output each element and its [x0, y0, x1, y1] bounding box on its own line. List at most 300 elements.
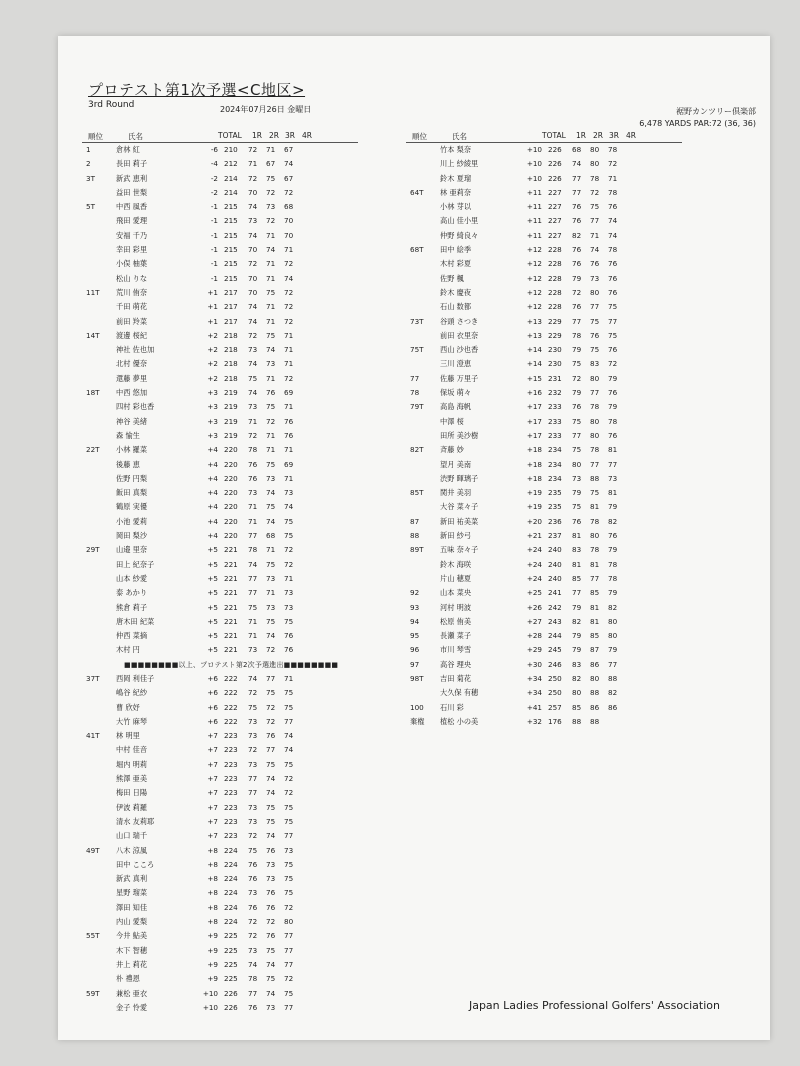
round3-cell: 76 — [608, 345, 618, 355]
round2-cell: 85 — [590, 631, 600, 641]
table-row — [82, 443, 358, 457]
table-row — [82, 715, 358, 729]
round1-cell: 73 — [248, 645, 258, 655]
round3-cell: 72 — [284, 287, 294, 297]
round1-cell: 77 — [572, 588, 582, 598]
round1-cell: 74 — [248, 316, 258, 326]
table-row — [82, 186, 358, 200]
round1-cell: 78 — [248, 545, 258, 555]
round3-cell: 76 — [284, 416, 294, 426]
rank-cell: 64T — [410, 187, 424, 197]
table-row — [406, 500, 682, 514]
round1-cell: 75 — [248, 845, 258, 855]
round2-cell: 73 — [266, 1002, 276, 1012]
player-name-cell: 植松 小の美 — [440, 716, 479, 726]
to-par-cell: +5 — [207, 616, 218, 626]
round1-cell: 81 — [572, 531, 582, 541]
player-name-cell: 保坂 萌々 — [440, 388, 472, 398]
table-row — [406, 615, 682, 629]
player-name-cell: 八木 涼風 — [116, 845, 148, 855]
rank-cell: 85T — [410, 488, 424, 498]
round1-cell: 72 — [248, 145, 258, 154]
round3-cell: 72 — [284, 373, 294, 383]
player-name-cell: 田上 紀奈子 — [116, 559, 155, 569]
round3-cell: 72 — [284, 788, 294, 798]
round1-cell: 73 — [248, 345, 258, 355]
total-cell: 212 — [224, 159, 238, 169]
round1-cell: 78 — [248, 445, 258, 455]
round2-cell: 73 — [266, 359, 276, 369]
player-name-cell: 関井 美羽 — [440, 488, 472, 498]
player-name-cell: 千田 萌花 — [116, 302, 148, 312]
player-name-cell: 三川 澄恵 — [440, 359, 472, 369]
total-cell: 224 — [224, 859, 238, 869]
table-row — [406, 701, 682, 715]
round2-cell: 75 — [590, 316, 600, 326]
player-name-cell: 川上 紗綾里 — [440, 159, 479, 169]
round3-cell: 69 — [284, 388, 294, 398]
table-row — [82, 472, 358, 486]
total-cell: 226 — [548, 159, 562, 169]
to-par-cell: +5 — [207, 588, 218, 598]
round1-cell: 70 — [248, 245, 258, 255]
table-row — [82, 157, 358, 171]
total-cell: 226 — [548, 145, 562, 154]
round3-cell: 78 — [608, 573, 618, 583]
to-par-cell: +5 — [207, 559, 218, 569]
player-name-cell: 渋野 暉璃子 — [440, 473, 479, 483]
player-name-cell: 熊倉 莉子 — [116, 602, 148, 612]
player-name-cell: 飛田 愛理 — [116, 216, 148, 226]
table-row — [82, 400, 358, 414]
round3-cell: 76 — [284, 645, 294, 655]
round1-cell: 77 — [248, 573, 258, 583]
total-cell: 220 — [224, 502, 238, 512]
round2-cell: 72 — [266, 702, 276, 712]
to-par-cell: +8 — [207, 845, 218, 855]
total-cell: 225 — [224, 945, 238, 955]
rank-cell: 68T — [410, 245, 424, 255]
page-title: プロテスト第1次予選<C地区> — [88, 81, 306, 99]
table-row — [406, 372, 682, 386]
round1-cell: 85 — [572, 702, 582, 712]
to-par-cell: +9 — [207, 959, 218, 969]
rank-cell: 78 — [410, 388, 420, 398]
to-par-cell: +1 — [207, 287, 218, 297]
round1-cell: 77 — [572, 187, 582, 197]
to-par-cell: +7 — [207, 745, 218, 755]
player-name-cell: 清水 友莉耶 — [116, 816, 155, 826]
organization-footer: Japan Ladies Professional Golfers' Association — [468, 999, 720, 1012]
table-row — [82, 486, 358, 500]
round3-cell: 79 — [608, 502, 618, 512]
player-name-cell: 木村 彩夏 — [440, 259, 472, 269]
player-name-cell: 益田 世梨 — [116, 187, 148, 197]
round1-cell: 71 — [248, 616, 258, 626]
table-row — [406, 200, 682, 214]
table-row — [406, 300, 682, 314]
player-name-cell: 竹本 梨奈 — [440, 145, 472, 154]
round2-cell: 75 — [266, 330, 276, 340]
table-row — [406, 343, 682, 357]
round2-cell: 73 — [266, 573, 276, 583]
player-name-cell: 金子 怜愛 — [116, 1002, 148, 1012]
round3-cell: 77 — [284, 945, 294, 955]
table-row — [406, 257, 682, 271]
to-par-cell: +18 — [526, 459, 542, 469]
player-name-cell: 曹 欣妤 — [116, 702, 140, 712]
round2-cell: 75 — [266, 759, 276, 769]
table-row — [82, 572, 358, 586]
total-cell: 226 — [548, 173, 562, 183]
to-par-cell: +6 — [207, 673, 218, 683]
player-name-cell: 吉田 菊花 — [440, 673, 472, 683]
to-par-cell: +2 — [207, 359, 218, 369]
round2-cell: 72 — [266, 187, 276, 197]
total-cell: 224 — [224, 845, 238, 855]
player-name-cell: 倉林 紅 — [116, 145, 140, 154]
total-cell: 228 — [548, 302, 562, 312]
to-par-cell: +4 — [207, 445, 218, 455]
player-name-cell: 井上 莉花 — [116, 959, 148, 969]
round2-cell: 75 — [266, 816, 276, 826]
rank-cell: 18T — [86, 388, 100, 398]
round3-cell: 75 — [608, 302, 618, 312]
to-par-cell: +8 — [207, 888, 218, 898]
to-par-cell: -1 — [210, 230, 218, 240]
player-name-cell: 四村 彩也香 — [116, 402, 155, 412]
rank-cell: 3T — [86, 173, 95, 183]
to-par-cell: +17 — [526, 416, 542, 426]
round3-cell: 71 — [608, 173, 618, 183]
round2-cell: 73 — [266, 202, 276, 212]
player-name-cell: 高山 佳小里 — [440, 216, 479, 226]
player-name-cell: 後藤 恵 — [116, 459, 140, 469]
to-par-cell: +11 — [526, 216, 542, 226]
total-cell: 237 — [548, 531, 562, 541]
table-row — [82, 300, 358, 314]
round1-cell: 73 — [248, 216, 258, 226]
total-cell: 232 — [548, 388, 562, 398]
round2-cell: 74 — [266, 831, 276, 841]
table-row — [406, 458, 682, 472]
total-cell: 235 — [548, 488, 562, 498]
total-cell: 210 — [224, 145, 238, 154]
round3-cell: 74 — [284, 731, 294, 741]
total-cell: 224 — [224, 888, 238, 898]
round3-cell: 72 — [284, 974, 294, 984]
player-name-cell: 高谷 理央 — [440, 659, 472, 669]
round3-cell: 78 — [608, 245, 618, 255]
round2-cell: 72 — [266, 216, 276, 226]
to-par-cell: +14 — [526, 345, 542, 355]
to-par-cell: +5 — [207, 602, 218, 612]
round2-cell: 78 — [590, 402, 600, 412]
table-row — [82, 844, 358, 858]
player-name-cell: 森 愉生 — [116, 430, 140, 440]
round2-cell: 81 — [590, 616, 600, 626]
to-par-cell: +9 — [207, 931, 218, 941]
round2-cell: 74 — [590, 245, 600, 255]
round1-cell: 82 — [572, 673, 582, 683]
club-name: 裾野カンツリー倶楽部 — [676, 107, 756, 116]
to-par-cell: +2 — [207, 330, 218, 340]
to-par-cell: +7 — [207, 802, 218, 812]
round2-cell: 71 — [266, 302, 276, 312]
player-name-cell: 仲西 菜摘 — [116, 631, 148, 641]
total-cell: 220 — [224, 473, 238, 483]
total-cell: 215 — [224, 273, 238, 283]
round3-cell: 77 — [284, 931, 294, 941]
table-row — [82, 543, 358, 557]
round2-cell: 74 — [266, 488, 276, 498]
player-name-cell: 新田 祐美菜 — [440, 516, 479, 526]
table-row — [82, 500, 358, 514]
table-row — [406, 472, 682, 486]
round2-cell: 73 — [266, 602, 276, 612]
round2-cell: 88 — [590, 716, 600, 726]
table-row — [406, 143, 682, 157]
round2-cell: 74 — [266, 774, 276, 784]
player-name-cell: 木下 智穂 — [116, 945, 148, 955]
round3-cell: 77 — [608, 459, 618, 469]
table-row — [82, 586, 358, 600]
round2-cell: 74 — [266, 631, 276, 641]
round2-cell: 76 — [266, 731, 276, 741]
round2-cell: 71 — [266, 273, 276, 283]
table-row — [82, 315, 358, 329]
round2-cell: 75 — [266, 559, 276, 569]
round2-cell: 72 — [266, 716, 276, 726]
player-name-cell: 小池 愛莉 — [116, 516, 148, 526]
to-par-cell: +2 — [207, 373, 218, 383]
round2-cell: 80 — [590, 673, 600, 683]
player-name-cell: 幸田 彩里 — [116, 245, 148, 255]
round3-cell: 76 — [608, 531, 618, 541]
rank-cell: 79T — [410, 402, 424, 412]
table-row — [82, 272, 358, 286]
round2-cell: 71 — [590, 230, 600, 240]
round3-cell: 75 — [284, 702, 294, 712]
round1-cell: 71 — [248, 631, 258, 641]
table-row — [406, 386, 682, 400]
round1-cell: 79 — [572, 645, 582, 655]
round2-cell: 72 — [266, 917, 276, 927]
table-row — [82, 729, 358, 743]
round1-cell: 68 — [572, 145, 582, 154]
player-name-cell: 大竹 麻琴 — [116, 716, 148, 726]
table-row — [82, 343, 358, 357]
table-row — [82, 172, 358, 186]
to-par-cell: -4 — [210, 159, 218, 169]
table-row — [82, 672, 358, 686]
rank-cell: 49T — [86, 845, 100, 855]
to-par-cell: +12 — [526, 287, 542, 297]
table-row — [82, 944, 358, 958]
to-par-cell: +11 — [526, 187, 542, 197]
total-cell: 215 — [224, 230, 238, 240]
round3-cell: 72 — [284, 902, 294, 912]
round1-cell: 75 — [248, 373, 258, 383]
round3-cell: 71 — [284, 245, 294, 255]
to-par-cell: +1 — [207, 302, 218, 312]
round3-cell: 76 — [608, 287, 618, 297]
round-label: 3rd Round — [88, 100, 135, 110]
total-cell: 221 — [224, 645, 238, 655]
round1-cell: 79 — [572, 488, 582, 498]
round1-cell: 80 — [572, 688, 582, 698]
round2-cell: 80 — [590, 373, 600, 383]
round3-cell: 75 — [284, 531, 294, 541]
player-name-cell: 唐木田 紀菜 — [116, 616, 155, 626]
rank-cell: 82T — [410, 445, 424, 455]
round1-cell: 70 — [248, 273, 258, 283]
round2-cell: 76 — [266, 845, 276, 855]
round1-cell: 71 — [248, 159, 258, 169]
player-name-cell: 大久保 有穂 — [440, 688, 479, 698]
total-cell: 257 — [548, 702, 562, 712]
player-name-cell: 嶋谷 紀紗 — [116, 688, 148, 698]
table-row — [82, 386, 358, 400]
round1-cell: 74 — [248, 230, 258, 240]
round1-cell: 88 — [572, 716, 582, 726]
round3-cell: 75 — [284, 816, 294, 826]
round1-cell: 74 — [248, 559, 258, 569]
to-par-cell: +29 — [526, 645, 542, 655]
rank-cell: 89T — [410, 545, 424, 555]
table-row — [406, 429, 682, 443]
round1-cell: 72 — [572, 287, 582, 297]
to-par-cell: -1 — [210, 216, 218, 226]
to-par-cell: +34 — [526, 688, 542, 698]
table-row — [406, 572, 682, 586]
round1-cell: 79 — [572, 273, 582, 283]
round2-cell: 75 — [266, 974, 276, 984]
total-cell: 228 — [548, 273, 562, 283]
rank-cell: 98T — [410, 673, 424, 683]
table-row — [406, 443, 682, 457]
round3-cell: 72 — [608, 359, 618, 369]
table-row — [406, 272, 682, 286]
round2-cell: 71 — [266, 430, 276, 440]
round3-cell: 77 — [284, 1002, 294, 1012]
to-par-cell: +12 — [526, 245, 542, 255]
table-row — [406, 415, 682, 429]
round1-cell: 76 — [572, 216, 582, 226]
round1-cell: 75 — [572, 416, 582, 426]
to-par-cell: +15 — [526, 373, 542, 383]
round2-cell: 72 — [266, 416, 276, 426]
round1-cell: 71 — [248, 502, 258, 512]
player-name-cell: 今井 鮎美 — [116, 931, 148, 941]
rank-cell: 75T — [410, 345, 424, 355]
total-cell: 250 — [548, 688, 562, 698]
rank-cell: 95 — [410, 631, 420, 641]
player-name-cell: 鈴木 慶夜 — [440, 287, 472, 297]
player-name-cell: 斉藤 妙 — [440, 445, 464, 455]
total-cell: 224 — [224, 874, 238, 884]
round1-cell: 73 — [572, 473, 582, 483]
round3-cell: 75 — [284, 874, 294, 884]
round2-cell: 75 — [590, 488, 600, 498]
round2-cell: 74 — [266, 345, 276, 355]
header-pos: 順位 — [88, 132, 103, 141]
player-name-cell: 山邉 里奈 — [116, 545, 148, 555]
total-cell: 228 — [548, 259, 562, 269]
total-cell: 218 — [224, 359, 238, 369]
header-r3: 3R — [609, 131, 619, 140]
header-r1: 1R — [576, 131, 586, 140]
round3-cell: 72 — [284, 302, 294, 312]
table-row — [82, 357, 358, 371]
to-par-cell: +7 — [207, 816, 218, 826]
round2-cell: 71 — [266, 145, 276, 154]
round2-cell: 71 — [266, 545, 276, 555]
total-cell: 244 — [548, 631, 562, 641]
round2-cell: 77 — [590, 459, 600, 469]
round3-cell: 74 — [608, 230, 618, 240]
rank-cell: 100 — [410, 702, 424, 712]
player-name-cell: 神谷 美緒 — [116, 416, 148, 426]
round3-cell: 82 — [608, 688, 618, 698]
round2-cell: 74 — [266, 788, 276, 798]
round1-cell: 76 — [248, 902, 258, 912]
table-row — [82, 229, 358, 243]
round2-cell: 80 — [590, 416, 600, 426]
round2-cell: 73 — [590, 273, 600, 283]
to-par-cell: +11 — [526, 230, 542, 240]
to-par-cell: +6 — [207, 716, 218, 726]
total-cell: 224 — [224, 917, 238, 927]
player-name-cell: 西山 沙也香 — [440, 345, 479, 355]
player-name-cell: 荒川 侑奈 — [116, 287, 148, 297]
round2-cell: 80 — [590, 430, 600, 440]
table-row — [406, 172, 682, 186]
player-name-cell: 石川 彩 — [440, 702, 464, 712]
player-name-cell: 松山 りな — [116, 273, 148, 283]
table-row — [82, 958, 358, 972]
player-name-cell: 前田 衣里奈 — [440, 330, 479, 340]
round3-cell: 81 — [608, 445, 618, 455]
to-par-cell: +8 — [207, 917, 218, 927]
table-row — [82, 601, 358, 615]
player-name-cell: 中西 悠加 — [116, 388, 148, 398]
player-name-cell: 澤田 知佳 — [116, 902, 148, 912]
total-cell: 220 — [224, 516, 238, 526]
table-row — [82, 686, 358, 700]
round2-cell: 76 — [266, 388, 276, 398]
round2-cell: 81 — [590, 502, 600, 512]
round1-cell: 74 — [572, 159, 582, 169]
rank-cell: 92 — [410, 588, 420, 598]
total-cell: 217 — [224, 302, 238, 312]
table-row — [406, 186, 682, 200]
total-cell: 225 — [224, 959, 238, 969]
player-name-cell: 松原 侑美 — [440, 616, 472, 626]
total-cell: 234 — [548, 445, 562, 455]
round3-cell: 75 — [284, 759, 294, 769]
round1-cell: 77 — [248, 788, 258, 798]
total-cell: 218 — [224, 373, 238, 383]
total-cell: 215 — [224, 202, 238, 212]
round2-cell: 74 — [266, 516, 276, 526]
round1-cell: 79 — [572, 602, 582, 612]
player-name-cell: 熊澤 亜美 — [116, 774, 148, 784]
round1-cell: 75 — [572, 502, 582, 512]
round3-cell: 74 — [284, 159, 294, 169]
to-par-cell: +17 — [526, 402, 542, 412]
total-cell: 228 — [548, 245, 562, 255]
